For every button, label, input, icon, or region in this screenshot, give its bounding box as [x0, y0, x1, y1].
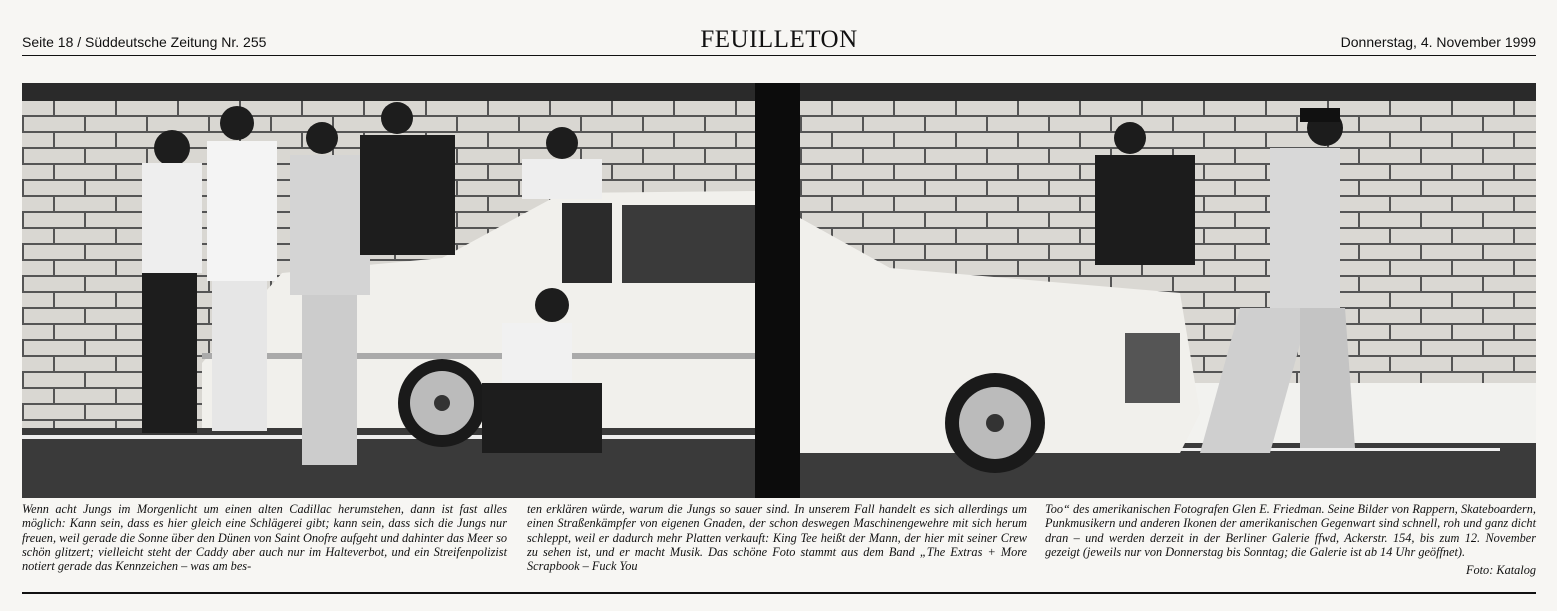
page-folio: Seite 18 / Süddeutsche Zeitung Nr. 255	[22, 34, 267, 50]
photo-left-group	[22, 83, 755, 498]
page-header	[22, 26, 1536, 52]
photo-right-cadillac	[800, 83, 1536, 498]
header-rule	[22, 55, 1536, 56]
group-photo-right-icon	[800, 83, 1536, 498]
caption-column-3: Too“ des amerikanischen Fotografen Glen E. Friedman. Seine Bilder von Rappern, Skateboardern, Punkmusikern und anderen Ikonen der amerikanischen Gegenwart sind schnell, roh und ganz dicht dran – und werden derzeit in der Berliner Galerie ffwd, Ackerstr. 154, bis zum 12. November gezeigt (jeweils nur von Donnerstag bis Sonntag; die Galerie ist ab 14 Uhr geöffnet).	[1045, 502, 1536, 559]
photo-credit: Foto: Katalog	[1465, 563, 1536, 577]
section-title: FEUILLETON	[700, 26, 858, 53]
caption-column-1: Wenn acht Jungs im Morgenlicht um einen alten Cadillac herumstehen, dann ist fast alles möglich: Kann sein, dass es hier gleich eine Schlägerei gibt; kann sein, dass sich die Jungs nur freuen, weil gerade die Sonne über den Dünen von Saint Onofre aufgeht und dahinter das Meer so schön glitzert; vielleicht steht der Caddy aber auch nur im Halteverbot, und ein Streifenpolizist notiert gerade das Kennzeichen – was am bes-	[22, 502, 507, 574]
photo-gutter	[755, 83, 800, 498]
group-photo-left-icon	[22, 83, 755, 498]
issue-date: Donnerstag, 4. November 1999	[1340, 34, 1536, 50]
footer-rule	[22, 592, 1536, 594]
caption-column-2: ten erklären würde, warum die Jungs so sauer sind. In unserem Fall handelt es sich allerdings um einen Straßenkämpfer von eigenen Gnaden, der schon deswegen Maschinengewehre mit sich herum schleppt, weil er dadurch mehr Platten verkauft: King Tee heißt der Mann, der hier mit seiner Crew zu sehen ist, und er macht Musik. Das schöne Foto stammt aus dem Band „The Extras + More Scrapbook – Fuck You	[527, 502, 1027, 574]
